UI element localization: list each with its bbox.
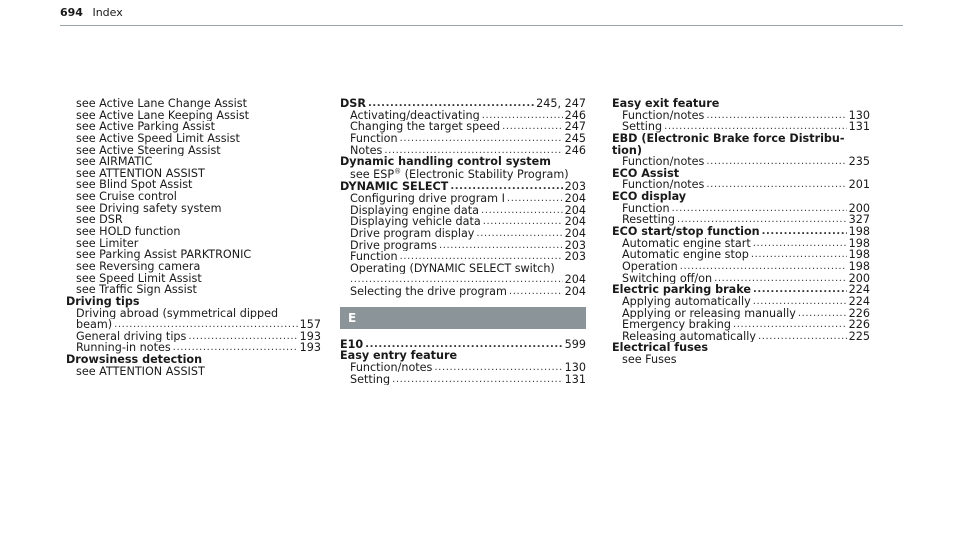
index-entry: ..... 204 (340, 274, 586, 286)
index-entry: Releasing automatically ..... 225 (612, 331, 870, 343)
index-entry: Automatic engine stop ..... 198 (612, 249, 870, 261)
index-entry: Resetting ..... 327 (612, 214, 870, 226)
index-entry: Operating (DYNAMIC SELECT switch) (350, 262, 555, 275)
index-entry: Notes ..... 246 (340, 145, 586, 157)
index-entry: see Limiter (76, 237, 139, 250)
index-entry: see Fuses (622, 354, 677, 366)
index-heading: tion) (612, 144, 642, 157)
index-entry: see Active Lane Change Assist (76, 98, 247, 110)
index-entry: Function ..... 203 (340, 251, 586, 263)
index-entry: Configuring drive program I ..... 204 (340, 193, 586, 205)
index-heading: Easy entry feature (340, 350, 458, 363)
index-entry: beam) ..... 157 (66, 319, 321, 331)
index-entry: Automatic engine start ..... 198 (612, 238, 870, 250)
index-entry: Function ..... 200 (612, 203, 870, 215)
index-entry: Function/notes ..... 201 (612, 179, 870, 191)
index-heading: E10 ..... 599 (340, 339, 586, 351)
letter-divider-e: E (340, 307, 586, 329)
index-column-2 (340, 98, 586, 385)
index-heading: ECO start/stop function ..... 198 (612, 226, 870, 238)
index-entry: see Speed Limit Assist (76, 272, 202, 285)
index-entry: Switching off/on ..... 200 (612, 273, 870, 285)
index-entry: Setting ..... 131 (340, 374, 586, 386)
index-entry: see ATTENTION ASSIST (76, 167, 205, 180)
index-entry: see ESP® (Electronic Stability Program) (350, 167, 569, 181)
index-entry: see Active Steering Assist (76, 144, 221, 157)
index-entry: Displaying vehicle data ..... 204 (340, 216, 586, 228)
index-heading: EBD (Electronic Brake force Distribu- (612, 132, 845, 145)
index-entry: see ATTENTION ASSIST (76, 365, 205, 378)
header-rule (60, 25, 903, 26)
index-entry: Applying or releasing manually ..... 226 (612, 308, 870, 320)
index-entry: Function ..... 245 (340, 133, 586, 145)
index-entry: Displaying engine data ..... 204 (340, 205, 586, 217)
index-entry: Function/notes ..... 130 (612, 110, 870, 122)
index-entry: see Blind Spot Assist (76, 179, 193, 192)
index-entry: see Parking Assist PARKTRONIC (76, 249, 252, 261)
index-column-3 (612, 98, 870, 366)
index-entry: Selecting the drive program ..... 204 (340, 286, 586, 298)
index-heading: ECO display (612, 191, 687, 203)
index-entry: see Traffic Sign Assist (76, 284, 197, 296)
index-heading: ECO Assist (612, 167, 680, 180)
index-entry: Activating/deactivating ..... 246 (340, 110, 586, 122)
index-heading: Easy exit feature (612, 98, 720, 110)
index-heading: Driving tips (66, 295, 140, 308)
index-entry: Setting ..... 131 (612, 121, 870, 133)
index-entry: see Reversing camera (76, 260, 201, 273)
index-entry: Function/notes ..... 130 (340, 362, 586, 374)
index-entry: Running-in notes ..... 193 (66, 342, 321, 354)
index-heading: DSR ..... 245, 247 (340, 98, 586, 110)
index-entry: Emergency braking ..... 226 (612, 319, 870, 331)
section-title: Index (92, 6, 123, 19)
index-entry: Drive programs ..... 203 (340, 240, 586, 252)
index-entry: Drive program display ..... 204 (340, 228, 586, 240)
index-entry: see Active Speed Limit Assist (76, 132, 240, 145)
index-heading: Dynamic handling control system (340, 156, 551, 168)
page-number: 694 (60, 6, 83, 19)
index-heading: Electrical fuses (612, 342, 709, 355)
index-entry: see Active Parking Assist (76, 121, 215, 133)
index-entry: see HOLD function (76, 226, 181, 238)
index-entry: Applying automatically ..... 224 (612, 296, 870, 308)
index-column-1 (66, 98, 321, 377)
index-heading: DYNAMIC SELECT ..... 203 (340, 181, 586, 193)
page-header (60, 6, 123, 20)
index-entry: see Cruise control (76, 191, 177, 203)
index-heading: Drowsiness detection (66, 354, 203, 366)
index-heading: Electric parking brake ..... 224 (612, 284, 870, 296)
index-entry: Function/notes ..... 235 (612, 156, 870, 168)
index-entry: Changing the target speed ..... 247 (340, 121, 586, 133)
index-entry: see Active Lane Keeping Assist (76, 109, 250, 122)
index-entry: see AIRMATIC (76, 156, 153, 168)
index-entry: Operation ..... 198 (612, 261, 870, 273)
index-entry: see Driving safety system (76, 202, 222, 215)
index-entry: Driving abroad (symmetrical dipped (76, 307, 279, 320)
index-entry: see DSR (76, 214, 123, 227)
index-entry: General driving tips ..... 193 (66, 331, 321, 343)
